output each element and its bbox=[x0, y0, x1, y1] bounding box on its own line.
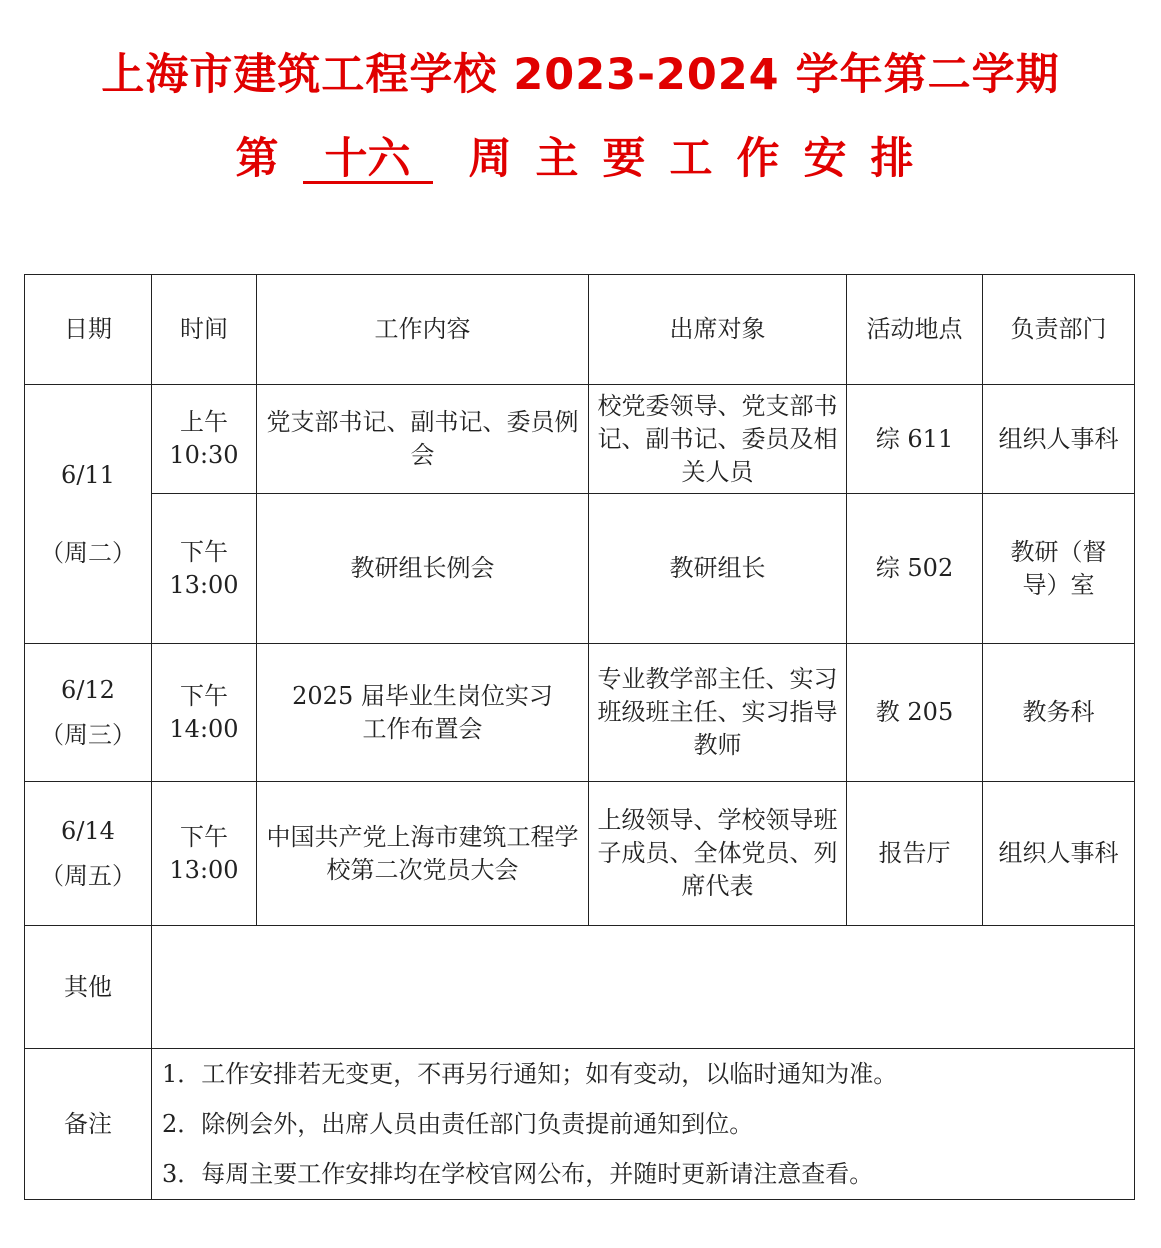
department-cell: 教务科 bbox=[983, 644, 1135, 782]
table-row bbox=[25, 385, 1135, 494]
department-cell: 教研（督导）室 bbox=[983, 494, 1135, 644]
notes-label: 备注 bbox=[25, 1049, 152, 1200]
header-department: 负责部门 bbox=[983, 275, 1135, 385]
work-cell: 党支部书记、副书记、委员例会 bbox=[257, 385, 589, 494]
weekday-value: （周二） bbox=[40, 538, 136, 567]
work-cell: 2025 届毕业生岗位实习工作布置会 bbox=[257, 644, 589, 782]
time-label: 下午 bbox=[180, 681, 228, 710]
time-label: 下午 bbox=[180, 537, 228, 566]
weekday-value: （周三） bbox=[40, 720, 136, 749]
attendees-cell: 校党委领导、党支部书记、副书记、委员及相关人员 bbox=[589, 385, 847, 494]
date-value: 6/11 bbox=[61, 460, 115, 489]
page-subtitle bbox=[0, 132, 1161, 186]
table-row bbox=[25, 494, 1135, 644]
note-item: 1．工作安排若无变更，不再另行通知；如有变动，以临时通知为准。 bbox=[162, 1060, 898, 1088]
attendees-cell: 教研组长 bbox=[589, 494, 847, 644]
page-title: 上海市建筑工程学校 2023-2024 学年第二学期 bbox=[101, 50, 1060, 100]
time-cell bbox=[152, 494, 257, 644]
department-cell: 组织人事科 bbox=[983, 782, 1135, 926]
time-cell bbox=[152, 385, 257, 494]
location-cell: 综 611 bbox=[847, 385, 983, 494]
subtitle-char: 主 bbox=[535, 134, 579, 184]
time-cell bbox=[152, 644, 257, 782]
date-cell bbox=[25, 385, 152, 644]
location-cell: 综 502 bbox=[847, 494, 983, 644]
header-attendees: 出席对象 bbox=[589, 275, 847, 385]
notes-row bbox=[25, 1049, 1135, 1200]
schedule-table bbox=[24, 274, 1135, 1200]
subtitle-char: 周 bbox=[468, 134, 512, 184]
header-time: 时间 bbox=[152, 275, 257, 385]
other-label: 其他 bbox=[25, 926, 152, 1049]
date-value: 6/14 bbox=[61, 816, 115, 845]
time-cell bbox=[152, 782, 257, 926]
other-content bbox=[152, 926, 1135, 1049]
time-value: 13:00 bbox=[169, 855, 239, 884]
table-row bbox=[25, 644, 1135, 782]
time-value: 13:00 bbox=[169, 570, 239, 599]
table-header-row bbox=[25, 275, 1135, 385]
subtitle-prefix: 第 bbox=[235, 134, 279, 184]
work-cell: 教研组长例会 bbox=[257, 494, 589, 644]
subtitle-char: 工 bbox=[669, 134, 713, 184]
header-work: 工作内容 bbox=[257, 275, 589, 385]
time-value: 14:00 bbox=[169, 714, 239, 743]
date-cell bbox=[25, 644, 152, 782]
location-cell: 教 205 bbox=[847, 644, 983, 782]
department-cell: 组织人事科 bbox=[983, 385, 1135, 494]
weekday-value: （周五） bbox=[40, 861, 136, 890]
location-cell: 报告厅 bbox=[847, 782, 983, 926]
subtitle-char: 作 bbox=[736, 134, 780, 184]
other-row bbox=[25, 926, 1135, 1049]
note-item: 3．每周主要工作安排均在学校官网公布，并随时更新请注意查看。 bbox=[162, 1160, 874, 1188]
time-label: 上午 bbox=[180, 408, 228, 436]
subtitle-char: 排 bbox=[870, 134, 914, 184]
attendees-cell: 上级领导、学校领导班子成员、全体党员、列席代表 bbox=[589, 782, 847, 926]
work-cell: 中国共产党上海市建筑工程学校第二次党员大会 bbox=[257, 782, 589, 926]
subtitle-char: 要 bbox=[602, 134, 646, 184]
time-label: 下午 bbox=[180, 822, 228, 851]
notes-content bbox=[152, 1049, 1135, 1200]
note-item: 2．除例会外，出席人员由责任部门负责提前通知到位。 bbox=[162, 1110, 754, 1138]
subtitle-char: 安 bbox=[803, 134, 847, 184]
header-date: 日期 bbox=[25, 275, 152, 385]
header-location: 活动地点 bbox=[847, 275, 983, 385]
attendees-cell: 专业教学部主任、实习班级班主任、实习指导教师 bbox=[589, 644, 847, 782]
table-row bbox=[25, 782, 1135, 926]
date-value: 6/12 bbox=[61, 675, 115, 704]
time-value: 10:30 bbox=[169, 441, 239, 469]
week-number: 十六 bbox=[303, 137, 433, 184]
date-cell bbox=[25, 782, 152, 926]
